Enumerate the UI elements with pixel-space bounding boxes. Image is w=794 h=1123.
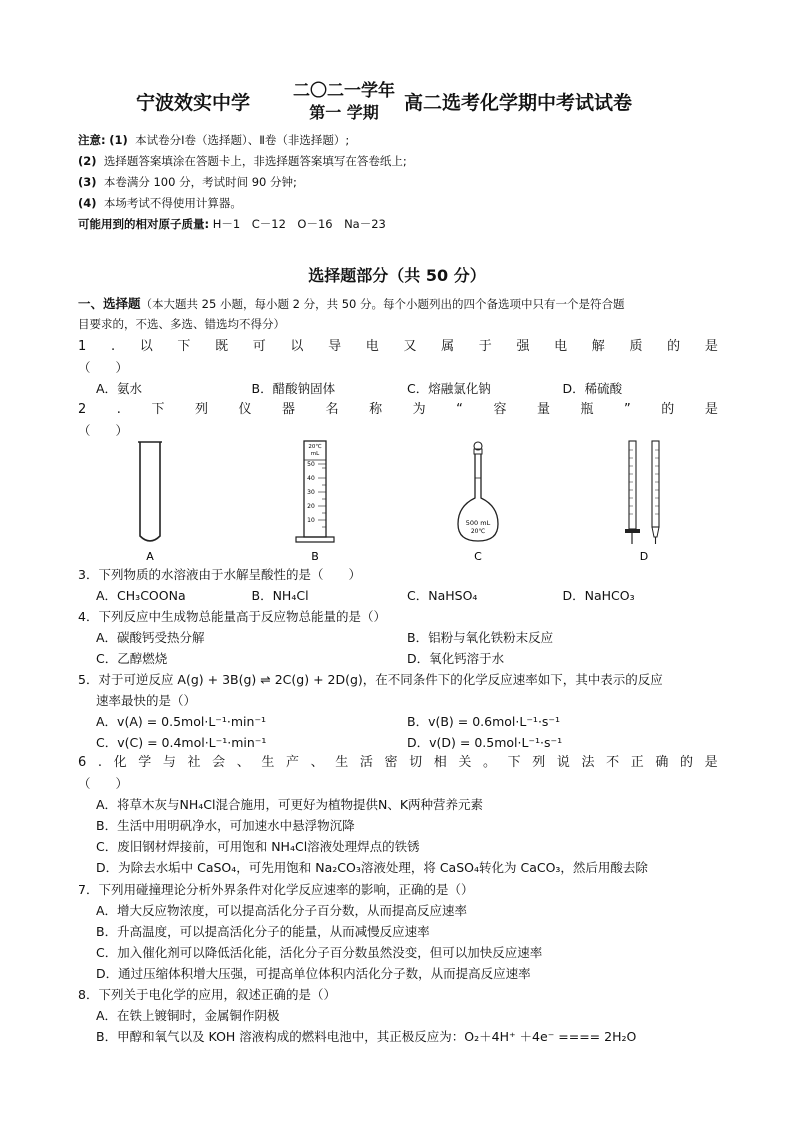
stem-char: 、 xyxy=(236,755,250,770)
question-8 xyxy=(78,984,718,1047)
option-c: C．加入催化剂可以降低活化能，活化分子百分数虽然没变，但可以加快反应速率 xyxy=(96,945,543,960)
cylinder-unit: mL xyxy=(310,451,320,457)
option-d: D．v(D) = 0.5mol·L⁻¹·s⁻¹ xyxy=(407,735,563,750)
stem-char: 属 xyxy=(441,339,455,354)
notes-label: 注意: xyxy=(78,133,106,147)
stem-char: 的 xyxy=(667,339,681,354)
stem-char: 量 xyxy=(536,402,550,417)
exam-title xyxy=(0,80,794,128)
school-name: 宁波效实中学 xyxy=(136,92,251,114)
stem-char: 电 xyxy=(365,339,379,354)
stem-char: 解 xyxy=(591,339,605,354)
stem-char: 列 xyxy=(194,402,208,417)
stem-char: 2 xyxy=(78,402,87,417)
stem-char: 是 xyxy=(704,755,718,770)
figure-label-b: B xyxy=(311,550,319,563)
stem-char: 。 xyxy=(483,755,497,770)
stem-char: 切 xyxy=(409,755,423,770)
atomic-mass-values: H－1 C－12 O－16 Na－23 xyxy=(212,217,386,231)
stem-char: 的 xyxy=(680,755,694,770)
option-b: B．甲醇和氧气以及 KOH 溶液构成的燃料电池中，其正极反应为：O₂＋4H⁺ ＋4e⁻ ==== 2H₂O xyxy=(96,1029,637,1044)
section-intro-heading: 一、选择题 xyxy=(78,296,141,311)
stem-char: “ xyxy=(456,402,463,417)
question-4 xyxy=(78,606,718,669)
stem-char: 生 xyxy=(335,755,349,770)
stem-char: 以 xyxy=(139,339,153,354)
stem-char: 瓶 xyxy=(580,402,594,417)
stem-char: 产 xyxy=(286,755,300,770)
option-c: C．废旧钢材焊接前，可用饱和 NH₄Cl溶液处理焊点的铁锈 xyxy=(96,839,420,854)
option-d: D．NaHCO₃ xyxy=(562,588,635,603)
question-1-paren: （ ） xyxy=(78,360,129,375)
volumetric-flask-figure xyxy=(458,442,498,541)
exam-notes xyxy=(78,130,728,235)
question-6 xyxy=(78,752,718,878)
question-7-stem: 7．下列用碰撞理论分析外界条件对化学反应速率的影响，正确的是（） xyxy=(78,882,474,897)
option-c: C．NaHSO₄ xyxy=(407,588,478,603)
option-c: C．熔融氯化钠 xyxy=(407,381,491,396)
burette-figure xyxy=(625,441,659,544)
stem-char: ” xyxy=(624,402,631,417)
note-num: (4) xyxy=(78,196,97,210)
note-text: 本场考试不得使用计算器。 xyxy=(103,196,242,210)
cylinder-tick: 30 xyxy=(307,489,315,496)
stem-char: 学 xyxy=(138,755,152,770)
note-text: 选择题答案填涂在答题卡上，非选择题答案填写在答卷纸上; xyxy=(103,154,407,168)
question-1-options xyxy=(78,378,718,399)
stem-char: 生 xyxy=(261,755,275,770)
option-d: D．为除去水垢中 CaSO₄，可先用饱和 Na₂CO₃溶液处理，将 CaSO₄转化为 CaCO₃，然后用酸去除 xyxy=(96,860,648,875)
stem-char: 说 xyxy=(556,755,570,770)
stem-char: 可 xyxy=(252,339,266,354)
option-a: A．v(A) = 0.5mol·L⁻¹·min⁻¹ xyxy=(96,714,267,729)
stem-char: 名 xyxy=(325,402,339,417)
stem-char: 列 xyxy=(532,755,546,770)
question-5-stem-line2: 速率最快的是（） xyxy=(96,693,197,708)
option-c: C．乙醇燃烧 xyxy=(96,651,168,666)
option-b: B．NH₄Cl xyxy=(251,588,309,603)
stem-char: 关 xyxy=(458,755,472,770)
option-b: B．v(B) = 0.6mol·L⁻¹·s⁻¹ xyxy=(407,714,561,729)
question-8-stem: 8．下列关于电化学的应用，叙述正确的是（） xyxy=(78,987,336,1002)
question-4-options-row2 xyxy=(78,648,718,669)
flask-temp: 20℃ xyxy=(470,528,486,535)
stem-char: 社 xyxy=(187,755,201,770)
option-a: A．氨水 xyxy=(96,381,143,396)
cylinder-tick: 20 xyxy=(307,503,315,510)
stem-char: 导 xyxy=(328,339,342,354)
question-3-options xyxy=(78,585,718,606)
question-2-paren: （ ） xyxy=(78,423,129,438)
option-c: C．v(C) = 0.4mol·L⁻¹·min⁻¹ xyxy=(96,735,267,750)
stem-char: 与 xyxy=(162,755,176,770)
stem-char: 称 xyxy=(369,402,383,417)
option-b: B．铝粉与氧化铁粉末反应 xyxy=(407,630,554,645)
stem-char: 容 xyxy=(493,402,507,417)
stem-char: . xyxy=(116,402,121,417)
flask-volume: 500 mL xyxy=(465,519,491,527)
stem-char: 密 xyxy=(384,755,398,770)
stem-char: 是 xyxy=(704,402,718,417)
stem-char: 化 xyxy=(113,755,127,770)
atomic-mass-label: 可能用到的相对原子质量: xyxy=(78,217,210,231)
cylinder-temp: 20℃ xyxy=(308,444,322,450)
stem-char: 的 xyxy=(661,402,675,417)
graduated-cylinder-figure xyxy=(296,441,334,542)
option-b: B．生活中用明矾净水，可加速水中悬浮物沉降 xyxy=(96,818,355,833)
stem-char: . xyxy=(97,755,103,770)
question-3 xyxy=(78,564,718,606)
stem-char: 6 xyxy=(78,755,87,770)
stem-char: 仪 xyxy=(238,402,252,417)
stem-char: 是 xyxy=(704,339,718,354)
exam-name: 高二选考化学期中考试试卷 xyxy=(404,92,633,114)
cylinder-tick: 10 xyxy=(307,517,315,524)
question-1 xyxy=(78,336,718,399)
figure-label-d: D xyxy=(639,550,649,563)
test-tube-figure xyxy=(138,442,162,541)
option-a: A．碳酸钙受热分解 xyxy=(96,630,205,645)
question-5-options-row1 xyxy=(78,711,718,732)
question-2 xyxy=(78,399,718,441)
stem-char: 下 xyxy=(177,339,191,354)
stem-char: 电 xyxy=(554,339,568,354)
question-2-figure xyxy=(78,438,718,564)
stem-char: 质 xyxy=(629,339,643,354)
option-a: A．CH₃COONa xyxy=(96,588,186,603)
year-line1: 二〇二一学年 xyxy=(293,81,395,101)
figure-label-c: C xyxy=(474,550,482,563)
section-intro xyxy=(78,293,718,335)
stem-char: 确 xyxy=(655,755,669,770)
stem-char: . xyxy=(110,339,116,354)
stem-char: 既 xyxy=(215,339,229,354)
stem-char: 正 xyxy=(630,755,644,770)
option-b: B．醋酸钠固体 xyxy=(251,381,336,396)
question-4-options-row1 xyxy=(78,627,718,648)
section-intro-line2: 目要求的，不选、多选、错选均不得分） xyxy=(78,317,285,331)
note-text: 本卷满分 100 分，考试时间 90 分钟; xyxy=(103,175,297,189)
cylinder-tick: 40 xyxy=(307,475,315,482)
stem-char: 下 xyxy=(151,402,165,417)
question-2-stem xyxy=(78,399,718,420)
stem-char: 以 xyxy=(290,339,304,354)
stem-char: 相 xyxy=(433,755,447,770)
option-d: D．通过压缩体积增大压强，可提高单位体积内活化分子数，从而提高反应速率 xyxy=(96,966,531,981)
option-d: D．氧化钙溶于水 xyxy=(407,651,505,666)
stem-char: 不 xyxy=(606,755,620,770)
stem-char: 下 xyxy=(507,755,521,770)
option-a: A．增大反应物浓度，可以提高活化分子百分数，从而提高反应速率 xyxy=(96,903,468,918)
school-year xyxy=(286,80,402,124)
question-4-stem: 4．下列反应中生成物总能量高于反应物总能量的是（） xyxy=(78,609,386,624)
stem-char: 强 xyxy=(516,339,530,354)
option-a: A．在铁上镀铜时，金属铜作阴极 xyxy=(96,1008,280,1023)
option-b: B．升高温度，可以提高活化分子的能量，从而减慢反应速率 xyxy=(96,924,430,939)
stem-char: 于 xyxy=(478,339,492,354)
question-6-paren: （ ） xyxy=(78,776,129,791)
section-title: 选择题部分（共 50 分） xyxy=(308,266,486,285)
stem-char: 为 xyxy=(412,402,426,417)
question-5-options-row2 xyxy=(78,732,718,753)
stem-char: 法 xyxy=(581,755,595,770)
stem-char: 1 xyxy=(78,339,87,354)
question-7 xyxy=(78,879,718,984)
stem-char: 会 xyxy=(212,755,226,770)
question-5-stem-line1: 5．对于可逆反应 A(g) + 3B(g) ⇌ 2C(g) + 2D(g)，在不同条件下的化学反应速率如下，其中表示的反应 xyxy=(78,672,663,687)
stem-char: 活 xyxy=(359,755,373,770)
note-num: (2) xyxy=(78,154,97,168)
question-6-stem xyxy=(78,752,718,773)
stem-char: 器 xyxy=(282,402,296,417)
question-5 xyxy=(78,669,718,753)
year-line2: 第一 学期 xyxy=(309,103,379,122)
section-intro-line1: （本大题共 25 小题，每小题 2 分，共 50 分。每个小题列出的四个备选项中只有一个是符合题 xyxy=(140,297,625,311)
figure-label-a: A xyxy=(146,550,154,563)
stem-char: 又 xyxy=(403,339,417,354)
question-1-stem xyxy=(78,336,718,357)
option-a: A．将草木灰与NH₄Cl混合施用，可更好为植物提供N、K两种营养元素 xyxy=(96,797,484,812)
note-num: (1) xyxy=(109,133,128,147)
option-d: D．稀硫酸 xyxy=(562,381,623,396)
stem-char: 、 xyxy=(310,755,324,770)
question-3-stem: 3．下列物质的水溶液由于水解呈酸性的是（ ） xyxy=(78,567,361,582)
note-text: 本试卷分Ⅰ卷（选择题）、Ⅱ卷（非选择题）; xyxy=(135,133,350,147)
cylinder-tick: 50 xyxy=(307,461,315,468)
note-num: (3) xyxy=(78,175,97,189)
